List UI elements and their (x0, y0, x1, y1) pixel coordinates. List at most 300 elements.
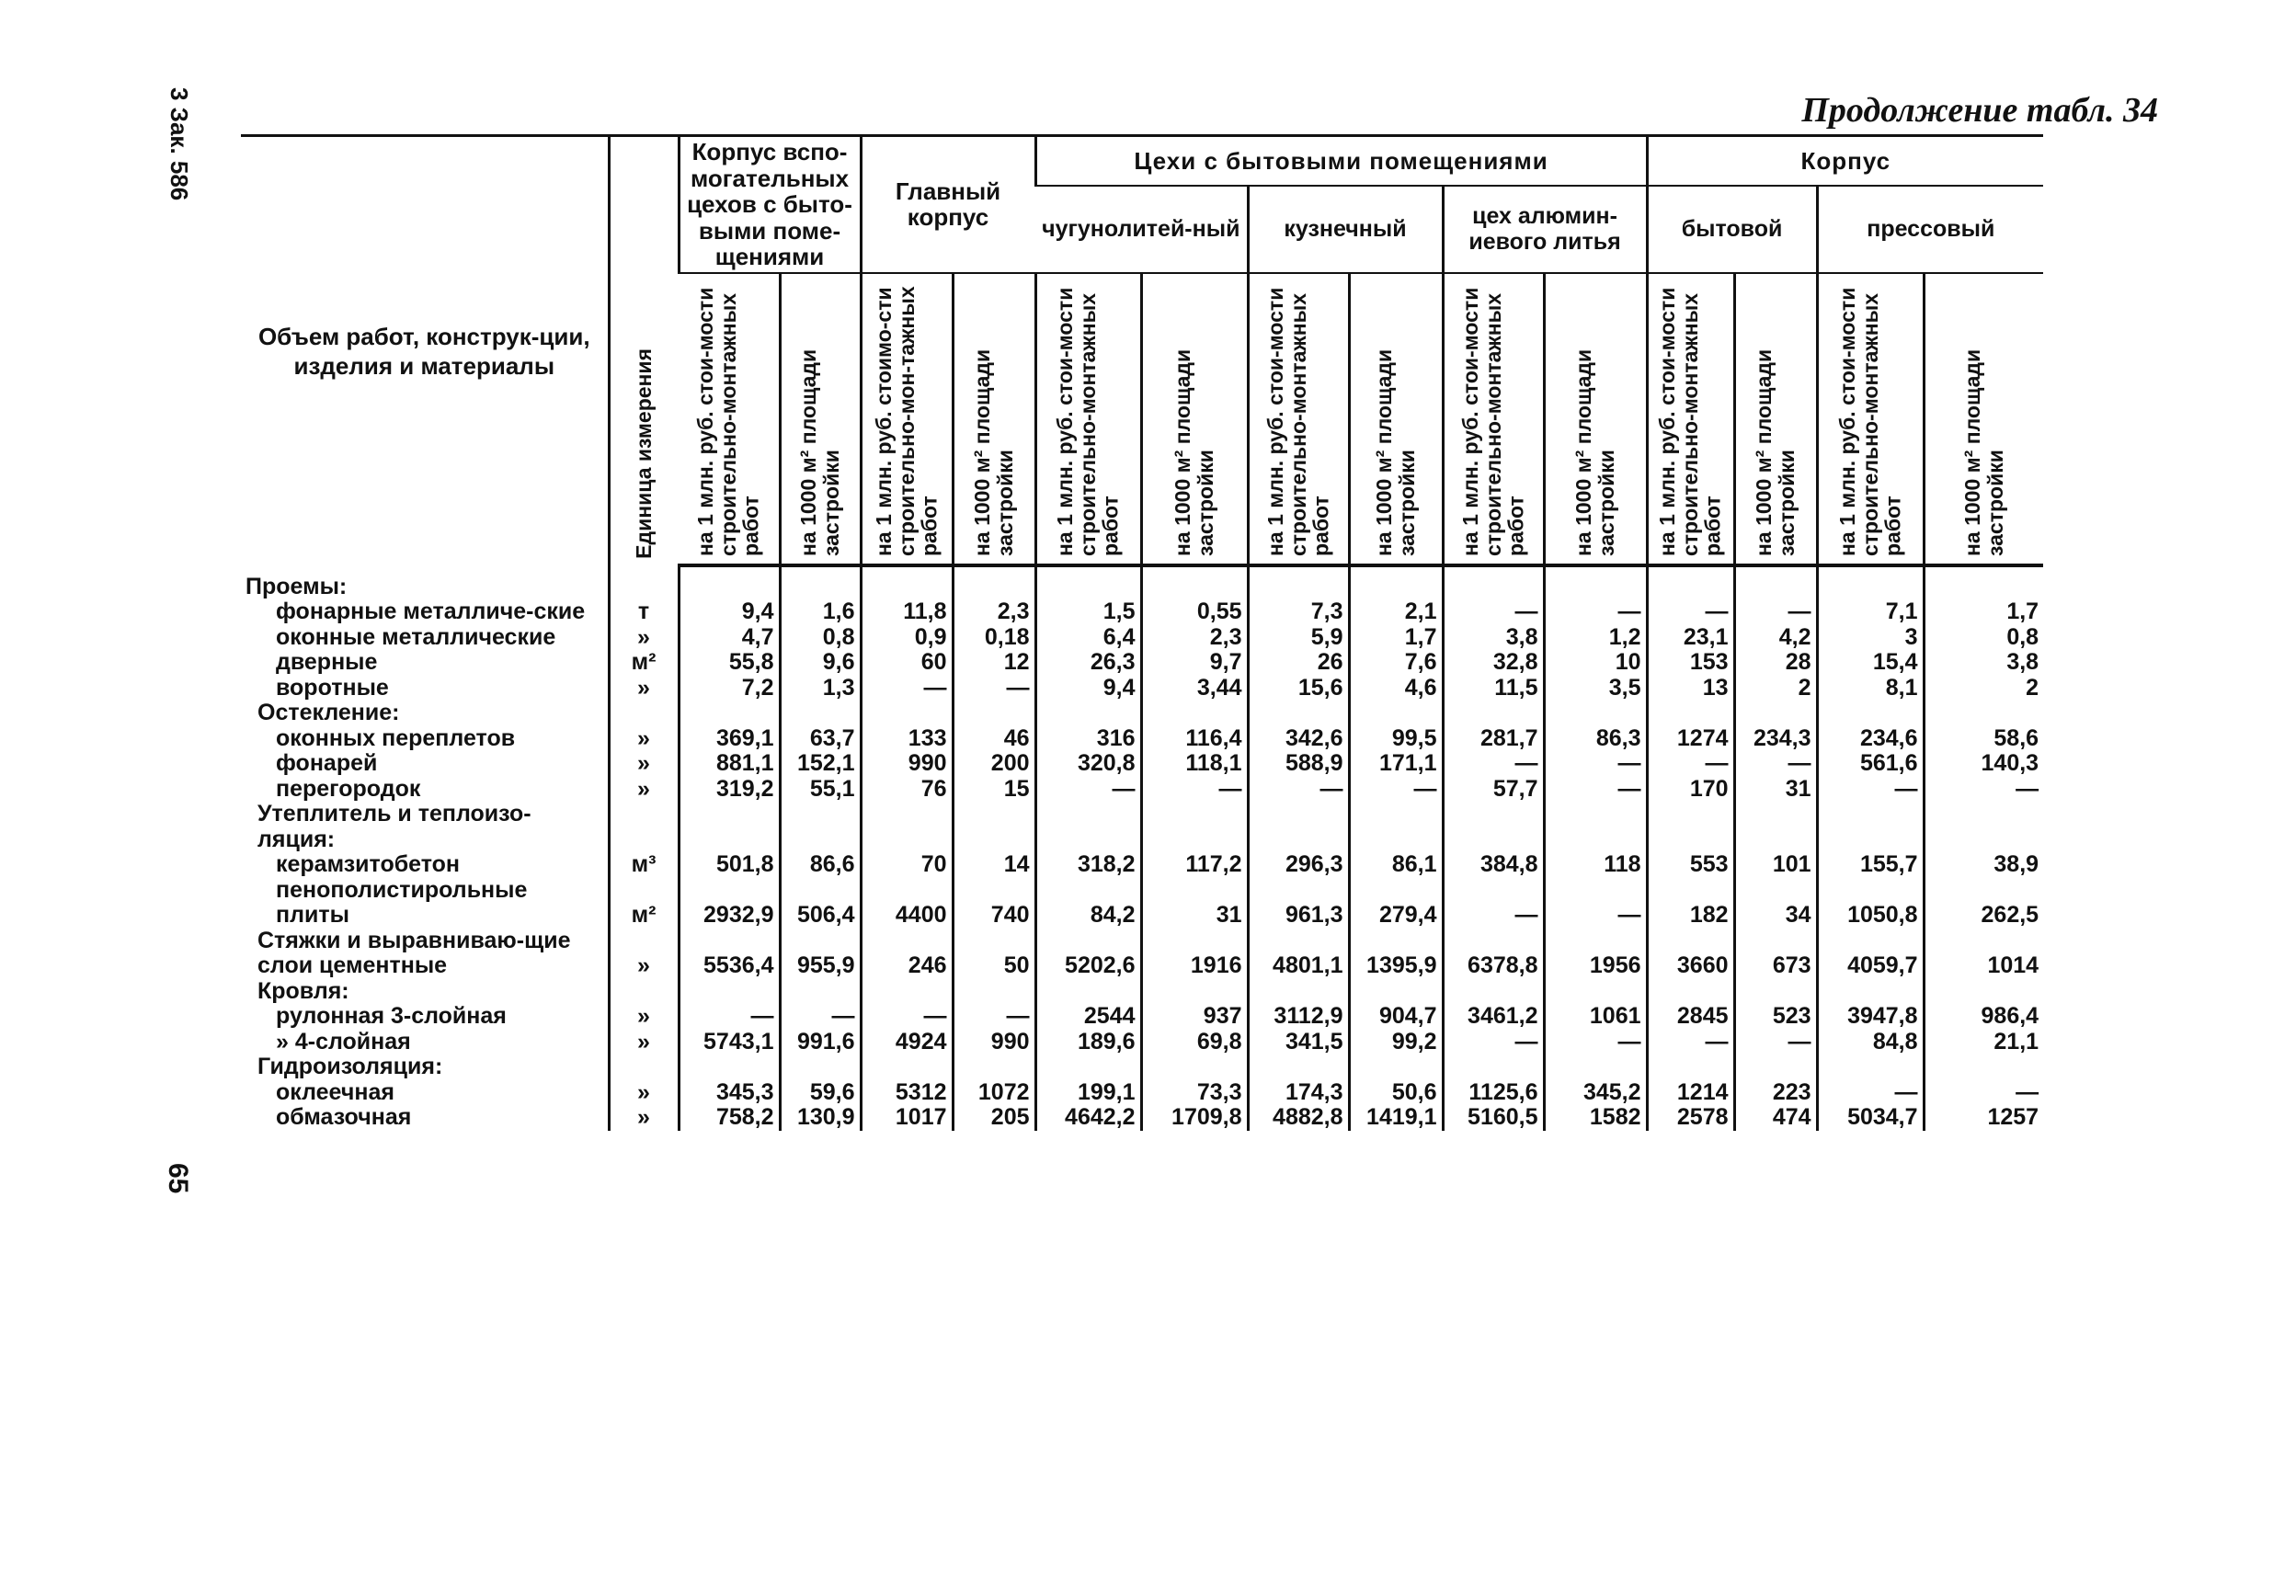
row-label: фонарей (276, 750, 378, 777)
value-cell (1544, 979, 1647, 1005)
value-cell: 21,1 (1924, 1030, 2043, 1055)
value-cell: 296,3 (1248, 852, 1349, 878)
subheader-cost: на 1 млн. руб. стои-мости строительно-монтажных работ (1035, 273, 1141, 566)
value-cell (861, 979, 953, 1005)
table-row (241, 701, 2043, 726)
value-cell: 6378,8 (1443, 929, 1544, 979)
value-cell (1141, 701, 1248, 726)
value-cell (861, 701, 953, 726)
value-cell: 1050,8 (1817, 878, 1924, 929)
table-row (241, 929, 2043, 979)
value-cell (780, 565, 861, 599)
table-row (241, 1030, 2043, 1055)
value-cell (1924, 565, 2043, 599)
value-cell: 345,3 (679, 1080, 780, 1106)
value-cell: 320,8 (1035, 751, 1141, 777)
value-cell: 99,2 (1349, 1030, 1443, 1055)
unit-cell: » (609, 1080, 679, 1106)
value-cell: 1257 (1924, 1105, 2043, 1131)
value-cell: 9,6 (780, 650, 861, 676)
value-cell (679, 802, 780, 852)
value-cell: — (1544, 599, 1647, 625)
value-cell (1035, 979, 1141, 1005)
table-row (241, 1054, 2043, 1080)
subheader-cost: на 1 млн. руб. стои-мости строительно-монтажных работ (1443, 273, 1544, 566)
value-cell: 904,7 (1349, 1004, 1443, 1030)
value-cell: — (1443, 878, 1544, 929)
table-row (241, 979, 2043, 1005)
header-col-aluminium: цех алюмин-иевого литья (1443, 186, 1647, 273)
subheader-area: на 1000 м² площади застройки (1349, 273, 1443, 566)
value-cell: 318,2 (1035, 852, 1141, 878)
value-cell (1349, 565, 1443, 599)
value-cell (1817, 979, 1924, 1005)
value-cell: 4801,1 (1248, 929, 1349, 979)
value-cell (1544, 565, 1647, 599)
unit-cell: » (609, 726, 679, 752)
row-label: оклеечная (276, 1078, 394, 1105)
value-cell: 0,8 (780, 625, 861, 651)
value-cell: 279,4 (1349, 878, 1443, 929)
value-cell: 31 (1734, 777, 1817, 803)
value-cell (1248, 701, 1349, 726)
row-label: Остекление: (257, 700, 400, 726)
value-cell (1544, 802, 1647, 852)
value-cell: 588,9 (1248, 751, 1349, 777)
value-cell: 155,7 (1817, 852, 1924, 878)
value-cell (1141, 1054, 1248, 1080)
value-cell: 4059,7 (1817, 929, 1924, 979)
value-cell: 4400 (861, 878, 953, 929)
value-cell (1035, 1054, 1141, 1080)
table-row (241, 1105, 2043, 1131)
row-label: керамзитобетон (276, 851, 461, 878)
header-col-forge: кузнечный (1248, 186, 1443, 273)
value-cell (1647, 701, 1734, 726)
value-cell: 9,7 (1141, 650, 1248, 676)
value-cell: 3660 (1647, 929, 1734, 979)
value-cell (679, 701, 780, 726)
value-cell: 73,3 (1141, 1080, 1248, 1106)
value-cell: — (1349, 777, 1443, 803)
value-cell: 174,3 (1248, 1080, 1349, 1106)
unit-cell: » (609, 625, 679, 651)
table-row (241, 1004, 2043, 1030)
value-cell: 50,6 (1349, 1080, 1443, 1106)
table-row (241, 802, 2043, 852)
value-cell: — (1734, 751, 1817, 777)
value-cell: 281,7 (1443, 726, 1544, 752)
value-cell: 1125,6 (1443, 1080, 1544, 1106)
row-label: » 4-слойная (276, 1028, 411, 1054)
unit-cell: » (609, 777, 679, 803)
value-cell: 0,55 (1141, 599, 1248, 625)
value-cell: 11,8 (861, 599, 953, 625)
value-cell: — (1734, 599, 1817, 625)
value-cell: 1582 (1544, 1105, 1647, 1131)
table-row (241, 777, 2043, 803)
value-cell (1349, 1054, 1443, 1080)
value-cell: — (1647, 751, 1734, 777)
row-label: Проемы: (246, 573, 348, 599)
value-cell: 12 (953, 650, 1035, 676)
value-cell: 8,1 (1817, 676, 1924, 701)
table-body (241, 565, 2043, 1131)
value-cell: 15,4 (1817, 650, 1924, 676)
value-cell (1924, 802, 2043, 852)
value-cell (1035, 701, 1141, 726)
value-cell: 3461,2 (1443, 1004, 1544, 1030)
subheader-cost: на 1 млн. руб. стоимо-сти строительно-мон-тажных работ (861, 273, 953, 566)
unit-cell: » (609, 929, 679, 979)
value-cell (1443, 802, 1544, 852)
value-cell: 34 (1734, 878, 1817, 929)
value-cell (1734, 701, 1817, 726)
value-cell: 2,3 (1141, 625, 1248, 651)
value-cell (1647, 565, 1734, 599)
value-cell: 84,8 (1817, 1030, 1924, 1055)
value-cell (1647, 979, 1734, 1005)
value-cell: 1017 (861, 1105, 953, 1131)
header-row-label: Объем работ, конструк-ции, изделия и материалы (257, 322, 590, 381)
value-cell: 60 (861, 650, 953, 676)
row-label: рулонная 3-слойная (276, 1003, 507, 1030)
value-cell (1924, 1054, 2043, 1080)
value-cell: 246 (861, 929, 953, 979)
value-cell: 1072 (953, 1080, 1035, 1106)
value-cell (953, 979, 1035, 1005)
value-cell: 2 (1734, 676, 1817, 701)
value-cell: 99,5 (1349, 726, 1443, 752)
table-row (241, 751, 2043, 777)
unit-cell: м² (609, 650, 679, 676)
value-cell: 9,4 (1035, 676, 1141, 701)
value-cell: 152,1 (780, 751, 861, 777)
subheader-cost: на 1 млн. руб. стои-мости строительно-монтажных работ (1647, 273, 1734, 566)
value-cell: 0,9 (861, 625, 953, 651)
value-cell: 2845 (1647, 1004, 1734, 1030)
value-cell: 118,1 (1141, 751, 1248, 777)
value-cell: 46 (953, 726, 1035, 752)
value-cell (1544, 1054, 1647, 1080)
value-cell: — (1924, 1080, 2043, 1106)
row-label: Утеплитель и теплоизо-ляция: (257, 801, 531, 852)
table-row (241, 726, 2043, 752)
value-cell: 55,8 (679, 650, 780, 676)
page-number: 65 (163, 1163, 193, 1194)
value-cell (1141, 979, 1248, 1005)
unit-cell: » (609, 676, 679, 701)
value-cell: 133 (861, 726, 953, 752)
value-cell: 262,5 (1924, 878, 2043, 929)
table-caption: Продолжение табл. 34 (1801, 91, 2158, 130)
value-cell: 4882,8 (1248, 1105, 1349, 1131)
value-cell: 5312 (861, 1080, 953, 1106)
value-cell: 13 (1647, 676, 1734, 701)
row-label: Кровля: (257, 977, 349, 1004)
subheader-area: на 1000 м² площади застройки (953, 273, 1035, 566)
value-cell: 990 (953, 1030, 1035, 1055)
value-cell (1817, 1054, 1924, 1080)
value-cell: 2,1 (1349, 599, 1443, 625)
row-label: Стяжки и выравниваю-щие слои цементные (257, 927, 571, 979)
subheader-cost: на 1 млн. руб. стои-мости строительно-монтажных работ (679, 273, 780, 566)
value-cell: — (1443, 1030, 1544, 1055)
value-cell: 5,9 (1248, 625, 1349, 651)
value-cell: 316 (1035, 726, 1141, 752)
value-cell (1349, 979, 1443, 1005)
table-row (241, 676, 2043, 701)
value-cell: 4642,2 (1035, 1105, 1141, 1131)
value-cell (780, 802, 861, 852)
subheader-area: на 1000 м² площади застройки (1734, 273, 1817, 566)
value-cell: 3947,8 (1817, 1004, 1924, 1030)
value-cell: 384,8 (1443, 852, 1544, 878)
value-cell (1924, 701, 2043, 726)
row-label: оконных переплетов (276, 724, 516, 751)
value-cell (953, 565, 1035, 599)
value-cell: 130,9 (780, 1105, 861, 1131)
value-cell: 153 (1647, 650, 1734, 676)
value-cell: 1419,1 (1349, 1105, 1443, 1131)
value-cell: 57,7 (1443, 777, 1544, 803)
value-cell: 1916 (1141, 929, 1248, 979)
value-cell (953, 701, 1035, 726)
value-cell: 118 (1544, 852, 1647, 878)
row-label: воротные (276, 674, 389, 701)
value-cell: 986,4 (1924, 1004, 2043, 1030)
value-cell: 84,2 (1035, 878, 1141, 929)
subheader-cost: на 1 млн. руб. стои-мости строительно-монтажных работ (1817, 273, 1924, 566)
unit-cell (609, 802, 679, 852)
value-cell (1817, 802, 1924, 852)
value-cell: 506,4 (780, 878, 861, 929)
subheader-cost: на 1 млн. руб. стои-мости строительно-монтажных работ (1248, 273, 1349, 566)
value-cell: 55,1 (780, 777, 861, 803)
header-group-korpus: Корпус (1647, 136, 2043, 187)
value-cell: 7,6 (1349, 650, 1443, 676)
unit-cell: » (609, 1030, 679, 1055)
value-cell: 4924 (861, 1030, 953, 1055)
order-number: 3 Зак. 586 (166, 87, 193, 201)
row-label: обмазочная (276, 1104, 412, 1131)
value-cell: — (1443, 599, 1544, 625)
unit-cell: » (609, 751, 679, 777)
value-cell: 1,2 (1544, 625, 1647, 651)
value-cell: — (861, 676, 953, 701)
value-cell: 69,8 (1141, 1030, 1248, 1055)
value-cell: 1274 (1647, 726, 1734, 752)
value-cell: 117,2 (1141, 852, 1248, 878)
row-label: дверные (276, 649, 378, 676)
value-cell: 2 (1924, 676, 2043, 701)
value-cell: 3,8 (1443, 625, 1544, 651)
subheader-area: на 1000 м² площади застройки (780, 273, 861, 566)
unit-cell: м³ (609, 852, 679, 878)
value-cell (1035, 802, 1141, 852)
value-cell: — (861, 1004, 953, 1030)
unit-cell (609, 565, 679, 599)
value-cell: 1,6 (780, 599, 861, 625)
value-cell: 15 (953, 777, 1035, 803)
value-cell: 3112,9 (1248, 1004, 1349, 1030)
value-cell: — (780, 1004, 861, 1030)
value-cell: 200 (953, 751, 1035, 777)
value-cell: — (1544, 878, 1647, 929)
value-cell (1141, 565, 1248, 599)
value-cell: 76 (861, 777, 953, 803)
value-cell: 26,3 (1035, 650, 1141, 676)
value-cell: 881,1 (679, 751, 780, 777)
value-cell (1647, 1054, 1734, 1080)
value-cell: 2578 (1647, 1105, 1734, 1131)
value-cell: 758,2 (679, 1105, 780, 1131)
value-cell: 1061 (1544, 1004, 1647, 1030)
value-cell: 11,5 (1443, 676, 1544, 701)
header-col-press: прессовый (1817, 186, 2043, 273)
value-cell: 101 (1734, 852, 1817, 878)
value-cell: — (1817, 1080, 1924, 1106)
value-cell (1647, 802, 1734, 852)
value-cell: 2932,9 (679, 878, 780, 929)
value-cell: 955,9 (780, 929, 861, 979)
value-cell (1734, 802, 1817, 852)
value-cell: 9,4 (679, 599, 780, 625)
row-label: Гидроизоляция: (257, 1054, 443, 1080)
value-cell: — (679, 1004, 780, 1030)
value-cell: 31 (1141, 878, 1248, 929)
value-cell: 1709,8 (1141, 1105, 1248, 1131)
value-cell: — (1544, 1030, 1647, 1055)
value-cell: 1395,9 (1349, 929, 1443, 979)
value-cell: 32,8 (1443, 650, 1544, 676)
value-cell (1443, 1054, 1544, 1080)
value-cell: 1,7 (1924, 599, 2043, 625)
value-cell: 38,9 (1924, 852, 2043, 878)
value-cell: 7,1 (1817, 599, 1924, 625)
subheader-area: на 1000 м² площади застройки (1141, 273, 1248, 566)
value-cell: 4,2 (1734, 625, 1817, 651)
value-cell: 5202,6 (1035, 929, 1141, 979)
value-cell: 673 (1734, 929, 1817, 979)
value-cell: 1,3 (780, 676, 861, 701)
materials-table (241, 134, 2043, 1131)
value-cell: 0,18 (953, 625, 1035, 651)
value-cell: 474 (1734, 1105, 1817, 1131)
value-cell: 5743,1 (679, 1030, 780, 1055)
value-cell: 234,6 (1817, 726, 1924, 752)
value-cell: 234,3 (1734, 726, 1817, 752)
value-cell: 199,1 (1035, 1080, 1141, 1106)
unit-cell (609, 979, 679, 1005)
value-cell (1248, 1054, 1349, 1080)
value-cell: 990 (861, 751, 953, 777)
value-cell: 63,7 (780, 726, 861, 752)
value-cell: 3,5 (1544, 676, 1647, 701)
value-cell: 7,2 (679, 676, 780, 701)
value-cell (1817, 565, 1924, 599)
table-row (241, 852, 2043, 878)
header-col-auxiliary: Корпус вспо-могательных цехов с быто-выми поме-щениями (679, 136, 861, 273)
value-cell: 116,4 (1141, 726, 1248, 752)
unit-cell: » (609, 1004, 679, 1030)
value-cell (953, 1054, 1035, 1080)
value-cell (1734, 979, 1817, 1005)
value-cell (1443, 979, 1544, 1005)
value-cell: — (1647, 1030, 1734, 1055)
value-cell: 86,6 (780, 852, 861, 878)
value-cell: 10 (1544, 650, 1647, 676)
header-col-main: Главный корпус (861, 136, 1035, 273)
value-cell: 5536,4 (679, 929, 780, 979)
value-cell: — (1817, 777, 1924, 803)
value-cell: 3,44 (1141, 676, 1248, 701)
value-cell: — (1544, 777, 1647, 803)
value-cell: 937 (1141, 1004, 1248, 1030)
value-cell (1924, 979, 2043, 1005)
value-cell: 523 (1734, 1004, 1817, 1030)
value-cell: 342,6 (1248, 726, 1349, 752)
unit-cell (609, 701, 679, 726)
value-cell: 7,3 (1248, 599, 1349, 625)
value-cell (679, 565, 780, 599)
value-cell (861, 1054, 953, 1080)
value-cell (1141, 802, 1248, 852)
value-cell (861, 802, 953, 852)
value-cell: — (1141, 777, 1248, 803)
value-cell (1248, 979, 1349, 1005)
value-cell (861, 565, 953, 599)
value-cell: 70 (861, 852, 953, 878)
value-cell: 223 (1734, 1080, 1817, 1106)
value-cell: 5160,5 (1443, 1105, 1544, 1131)
unit-cell: м² (609, 878, 679, 929)
value-cell (1248, 802, 1349, 852)
value-cell: 26 (1248, 650, 1349, 676)
value-cell: — (1924, 777, 2043, 803)
value-cell (780, 1054, 861, 1080)
value-cell (679, 1054, 780, 1080)
value-cell: 189,6 (1035, 1030, 1141, 1055)
value-cell (1544, 701, 1647, 726)
value-cell: 991,6 (780, 1030, 861, 1055)
value-cell: 2,3 (953, 599, 1035, 625)
value-cell: 28 (1734, 650, 1817, 676)
unit-cell: » (609, 1105, 679, 1131)
value-cell: — (1647, 599, 1734, 625)
value-cell (1349, 701, 1443, 726)
value-cell: 170 (1647, 777, 1734, 803)
value-cell: 4,6 (1349, 676, 1443, 701)
value-cell: — (1544, 751, 1647, 777)
value-cell (1035, 565, 1141, 599)
value-cell (1443, 701, 1544, 726)
table-row (241, 650, 2043, 676)
value-cell: 23,1 (1647, 625, 1734, 651)
value-cell: 15,6 (1248, 676, 1349, 701)
table-row (241, 878, 2043, 929)
value-cell: — (1734, 1030, 1817, 1055)
header-unit: Единица измерения (609, 136, 679, 566)
value-cell: 1014 (1924, 929, 2043, 979)
value-cell: 50 (953, 929, 1035, 979)
row-label: пенополистирольные плиты (276, 876, 528, 929)
value-cell: 59,6 (780, 1080, 861, 1106)
table-row (241, 625, 2043, 651)
value-cell: 0,8 (1924, 625, 2043, 651)
table-row (241, 1080, 2043, 1106)
header-col-household: бытовой (1647, 186, 1817, 273)
